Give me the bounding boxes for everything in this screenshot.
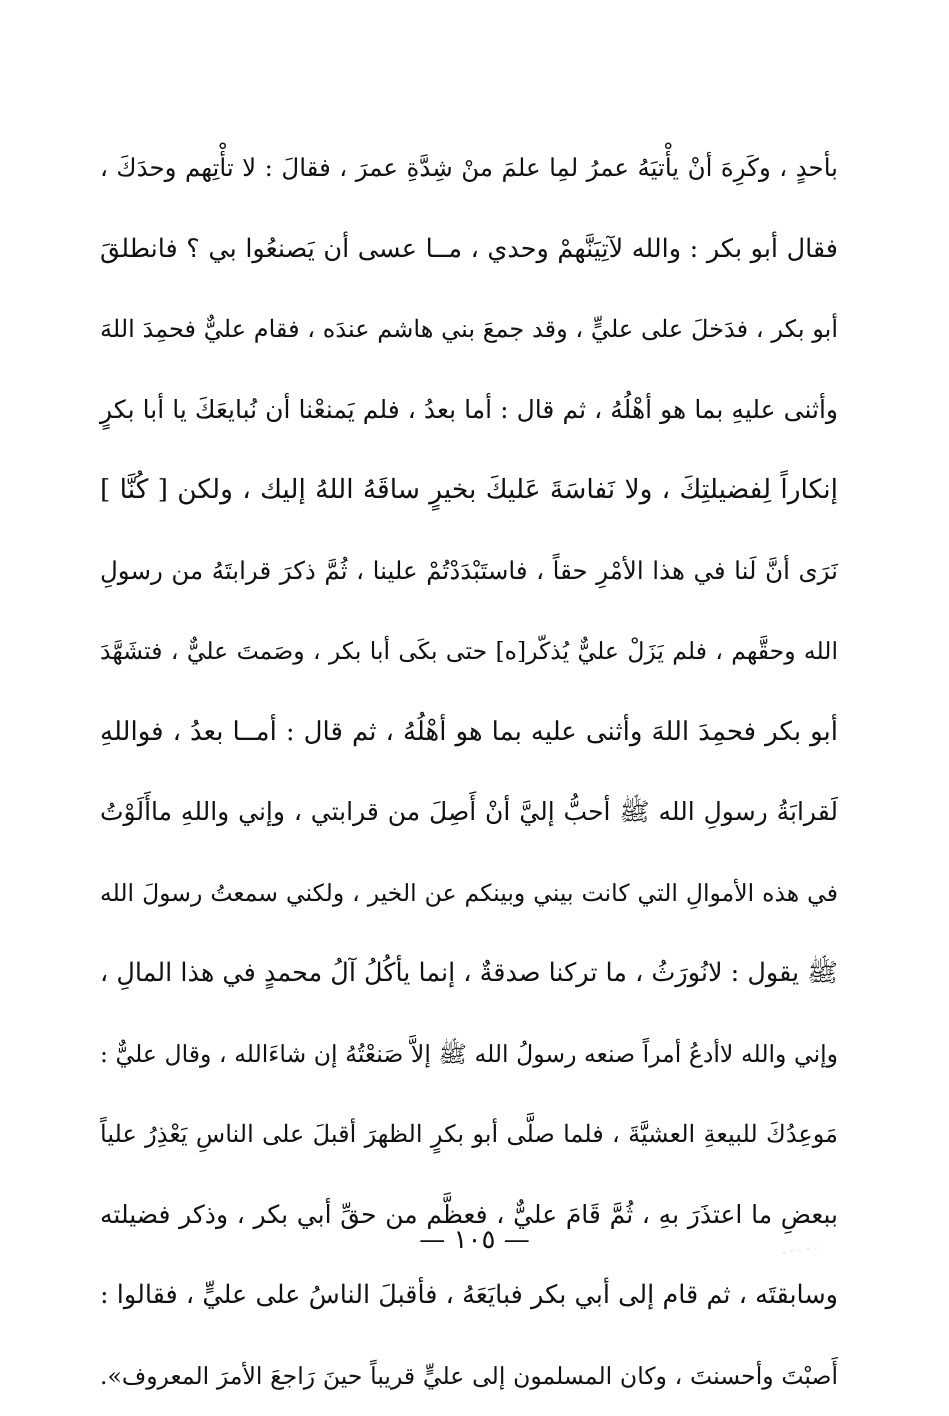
text-line: أَصبْتَ وأحسنتَ ، وكان المسلمون إلى عليٍّ قريباً حينَ رَاجعَ الأمرَ المعروف». [100,1336,838,1416]
text-line: مَوعِدُكَ للبيعةِ العشيَّةَ ، فلما صلَّى أبو بكرٍ الظهرَ أقبلَ على الناسِ يَعْذِرُ علياً [100,1094,838,1175]
body-text [100,128,838,1416]
text-line: وسابقتَه ، ثم قام إلى أبي بكر فبايَعَهُ ، فأقبلَ الناسُ على عليٍّ ، فقالوا : [100,1255,838,1336]
text-line: أبو بكر فحمِدَ اللهَ وأثنى عليه بما هو أهْلُهُ ، ثم قال : أمــا بعدُ ، فواللهِ [100,692,838,773]
scan-speckle [780,1245,820,1257]
text-line: ببعضِ ما اعتذَرَ بهِ ، ثُمَّ قَامَ عليٌّ ، فعظَّم من حقِّ أبي بكر ، وذكر فضيلته [100,1175,838,1256]
text-line: الله وحقَّهم ، فلم يَزَلْ عليٌّ يُذكّر[ه] حتى بكَى أبا بكر ، وصَمتَ عليٌّ ، فتشَهَّدَ [100,611,838,692]
text-line: فقال أبو بكر : والله لآتِيَنَّهمْ وحدي ، مــا عسى أن يَصنعُوا بي ؟ فانطلقَ [100,209,838,290]
text-line: وإني والله لاأدعُ أمراً صنعه رسولُ الله ﷺ إلاَّ صَنعْتُهُ إن شاءَالله ، وقال عليٌّ : [100,1014,838,1095]
text-line: لَقرابَةُ رسولِ الله ﷺ أحبُّ إليَّ أنْ أَصِلَ من قرابتي ، وإني واللهِ ماأَلَوْتُ [100,772,838,853]
text-line: وأثنى عليهِ بما هو أهْلُهُ ، ثم قال : أما بعدُ ، فلم يَمنعْنا أن نُبايعَكَ يا أبا بكرٍ [100,370,838,451]
text-line: في هذه الأموالِ التي كانت بيني وبينكم عن الخير ، ولكني سمعتُ رسولَ الله [100,853,838,934]
page-number: — ١٠٥ — [0,1225,949,1255]
text-line: بأحدٍ ، وكَرِهَ أنْ يأْتيَهُ عمرُ لمِا علمَ منْ شِدَّةِ عمرَ ، فقالَ : لا تأْتِهم وحدَكَ ، [100,128,838,209]
text-line: نَرَى أنَّ لَنا في هذا الأمْرِ حقاً ، فاستَبْدَدْتُمْ علينا ، ثُمَّ ذكرَ قرابتَهُ من رسولِ [100,531,838,612]
text-line: أبو بكر ، فدَخلَ على عليٍّ ، وقد جمعَ بني هاشم عندَه ، فقام عليٌّ فحمِدَ اللهَ [100,289,838,370]
text-line: إنكاراً لِفضيلتِكَ ، ولا نَفاسَةَ عَليكَ بخيرٍ ساقَهُ اللهُ إليك ، ولكن [ كُنَّا ] [100,450,838,531]
text-line: ﷺ يقول : لانُورَثُ ، ما تركنا صدقةٌ ، إنما يأكُلُ آلُ محمدٍ في هذا المالِ ، [100,933,838,1014]
